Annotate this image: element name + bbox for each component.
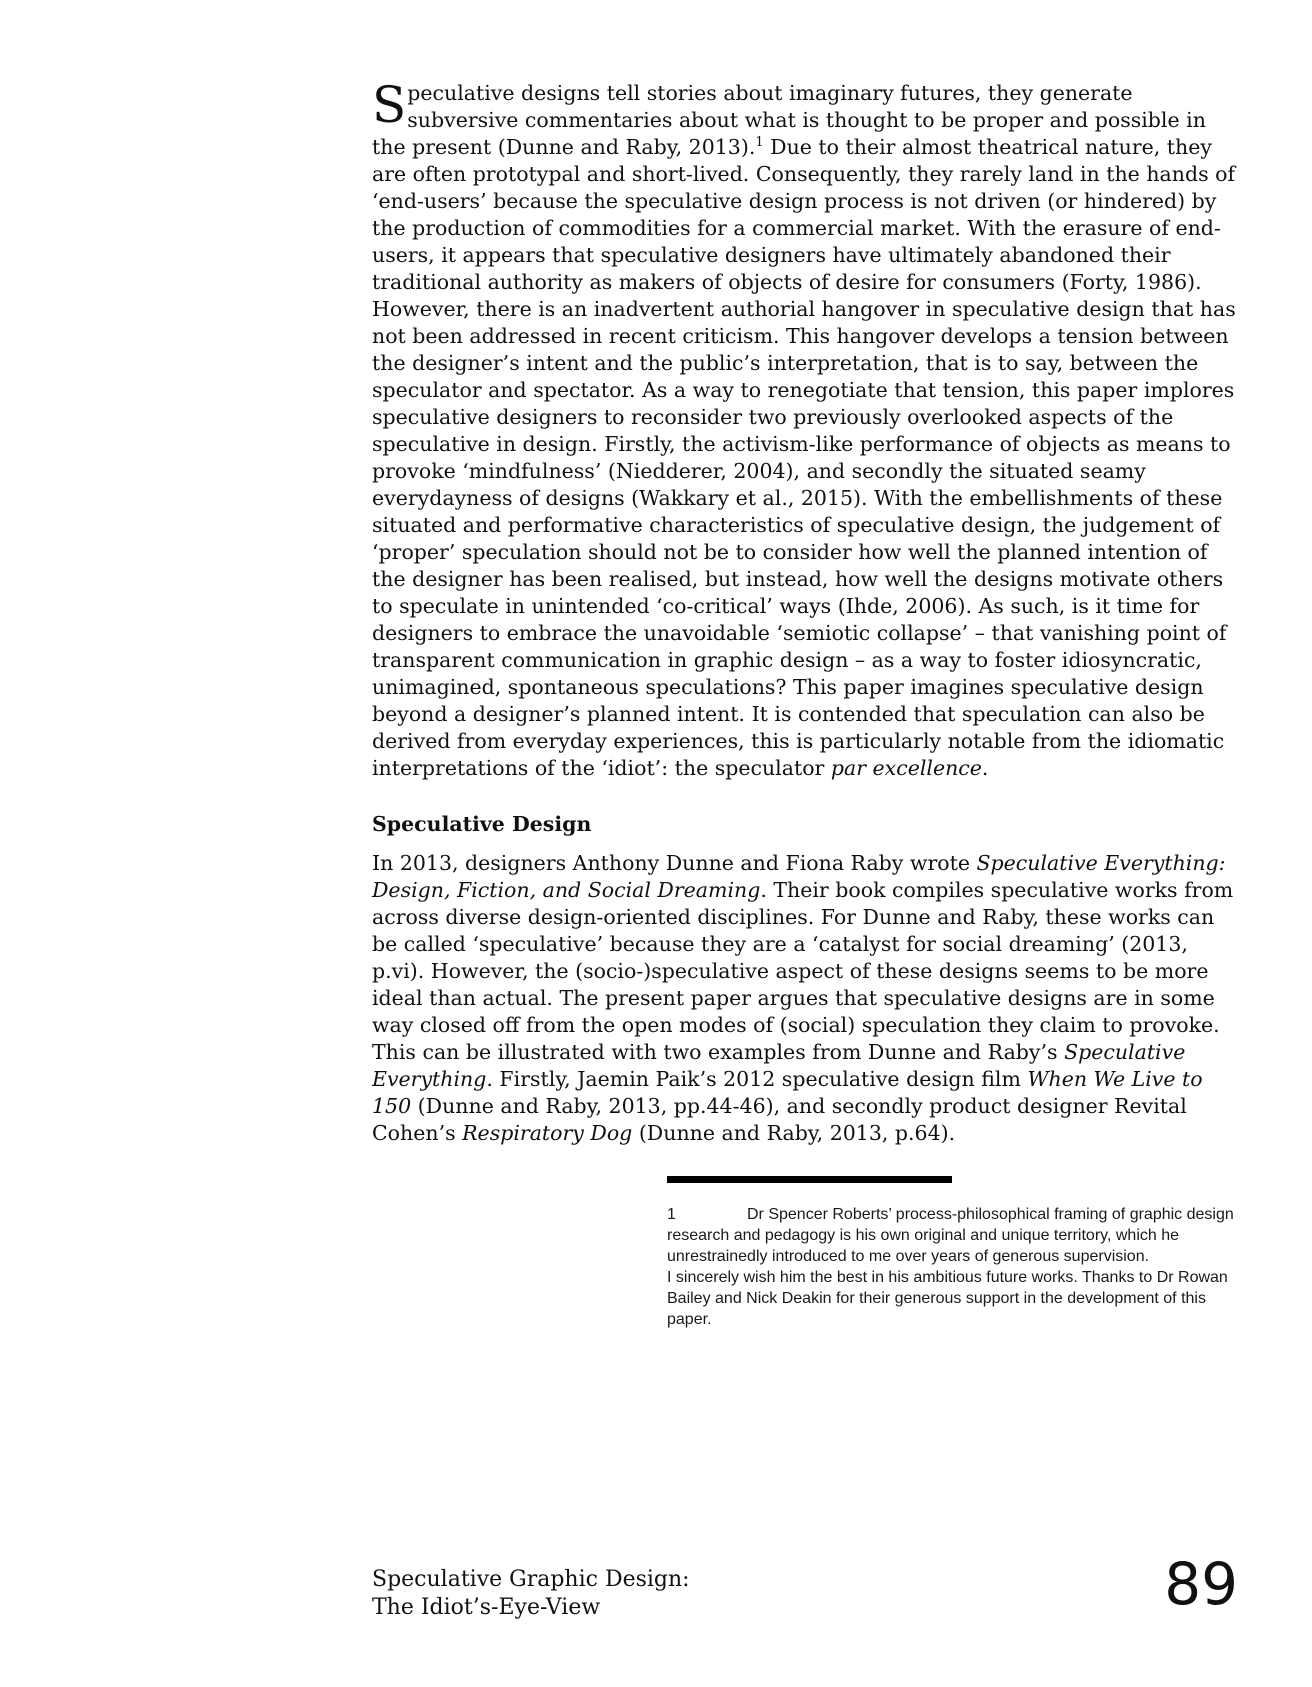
footnote-reference[interactable]: 1	[755, 135, 764, 151]
intro-text-end: .	[981, 756, 989, 780]
section-heading: Speculative Design	[372, 812, 592, 836]
section-text-3: . Firstly, Jaemin Paik’s 2012 speculative design film	[486, 1067, 1028, 1091]
work-title-italic: Respiratory Dog	[462, 1121, 633, 1145]
intro-text-part2: Due to their almost theatrical nature, they are often prototypal and short-lived. Consequently, they rarely land in the hands of ‘end-users’ because the speculative design process is not driven (or hindered) by the production of commodities for a commercial market. With the erasure of end-users, it appears that speculative designers have ultimately abandoned their traditional authority as makers of objects of desire for consumers (Forty, 1986). However, there is an inadvertent authorial hangover in speculative design that has not been addressed in recent criticism. This hangover develops a tension between the designer’s intent and the public’s interpretation, that is to say, between the speculator and spectator. As a way to renegotiate that tension, this paper implores speculative designers to reconsider two previously overlooked aspects of the speculative in design. Firstly, the activism-like performance of objects as means to provoke ‘mindfulness’ (Niedderer, 2004), and secondly the situated seamy everydayness of designs (Wakkary et al., 2015). With the embellishments of these situated and performative characteristics of speculative design, the judgement of ‘proper’ speculation should not be to consider how well the planned intention of the designer has been realised, but instead, how well the designs motivate others to speculate in unintended ‘co-critical’ ways (Ihde, 2006). As such, is it time for designers to embrace the unavoidable ‘semiotic collapse’ – that vanishing point of transparent communication in graphic design – as a way to foster idiosyncratic, unimagined, spontaneous speculations? This paper imagines speculative design beyond a designer’s planned intent. It is contended that speculation can also be derived from everyday experiences, this is particularly notable from the idiomatic interpretations of the ‘idiot’: the speculator	[372, 135, 1236, 780]
film-title-italic: When We Live to 150	[372, 1067, 1203, 1118]
book-title-short-italic: Speculative Everything	[372, 1040, 1186, 1091]
section-paragraph	[372, 850, 1242, 1147]
section-text-5: (Dunne and Raby, 2013, p.64).	[632, 1121, 956, 1145]
main-text-column	[372, 76, 1242, 1147]
footnote-divider	[667, 1176, 952, 1183]
section-text-1: In 2013, designers Anthony Dunne and Fiona Raby wrote	[372, 851, 977, 875]
footnote-text-2: I sincerely wish him the best in his ambitious future works. Thanks to Dr Rowan Bailey and Nick Deakin for their generous support in the development of this paper.	[667, 1269, 1228, 1328]
drop-cap: S	[372, 76, 407, 134]
section-text-2: . Their book compiles speculative works from across diverse design-oriented disciplines. For Dunne and Raby, these works can be called ‘speculative’ because they are a ‘catalyst for social dreaming’ (2013, p.vi). However, the (socio-)speculative aspect of these designs seems to be more ideal than actual. The present paper argues that speculative designs are in some way closed off from the open modes of (social) speculation they claim to provoke. This can be illustrated with two examples from Dunne and Raby’s	[372, 878, 1234, 1064]
intro-paragraph	[372, 76, 1242, 782]
intro-italic-phrase: par excellence	[830, 756, 982, 780]
footnote	[667, 1204, 1242, 1330]
running-title	[372, 1566, 690, 1622]
section-text-4: (Dunne and Raby, 2013, pp.44-46), and secondly product designer Revital Cohen’s	[372, 1094, 1187, 1145]
page-number: 89	[1164, 1550, 1238, 1618]
intro-text-part1: peculative designs tell stories about imaginary futures, they generate subversive commentaries about what is thought to be proper and possible in the present (Dunne and Raby, 2013).	[372, 81, 1206, 159]
footnote-number: 1	[667, 1206, 676, 1223]
running-title-line1: Speculative Graphic Design:	[372, 1567, 690, 1592]
book-title-italic: Speculative Everything: Design, Fiction, and Social Dreaming	[372, 851, 1226, 902]
running-title-line2: The Idiot’s-Eye-View	[372, 1595, 601, 1620]
footnote-text-1: Dr Spencer Roberts’ process-philosophical framing of graphic design research and pedagogy is his own original and unique territory, which he unrestrainedly introduced to me over years of generous supervision.	[667, 1206, 1234, 1265]
footnote-first-block	[667, 1204, 1242, 1267]
